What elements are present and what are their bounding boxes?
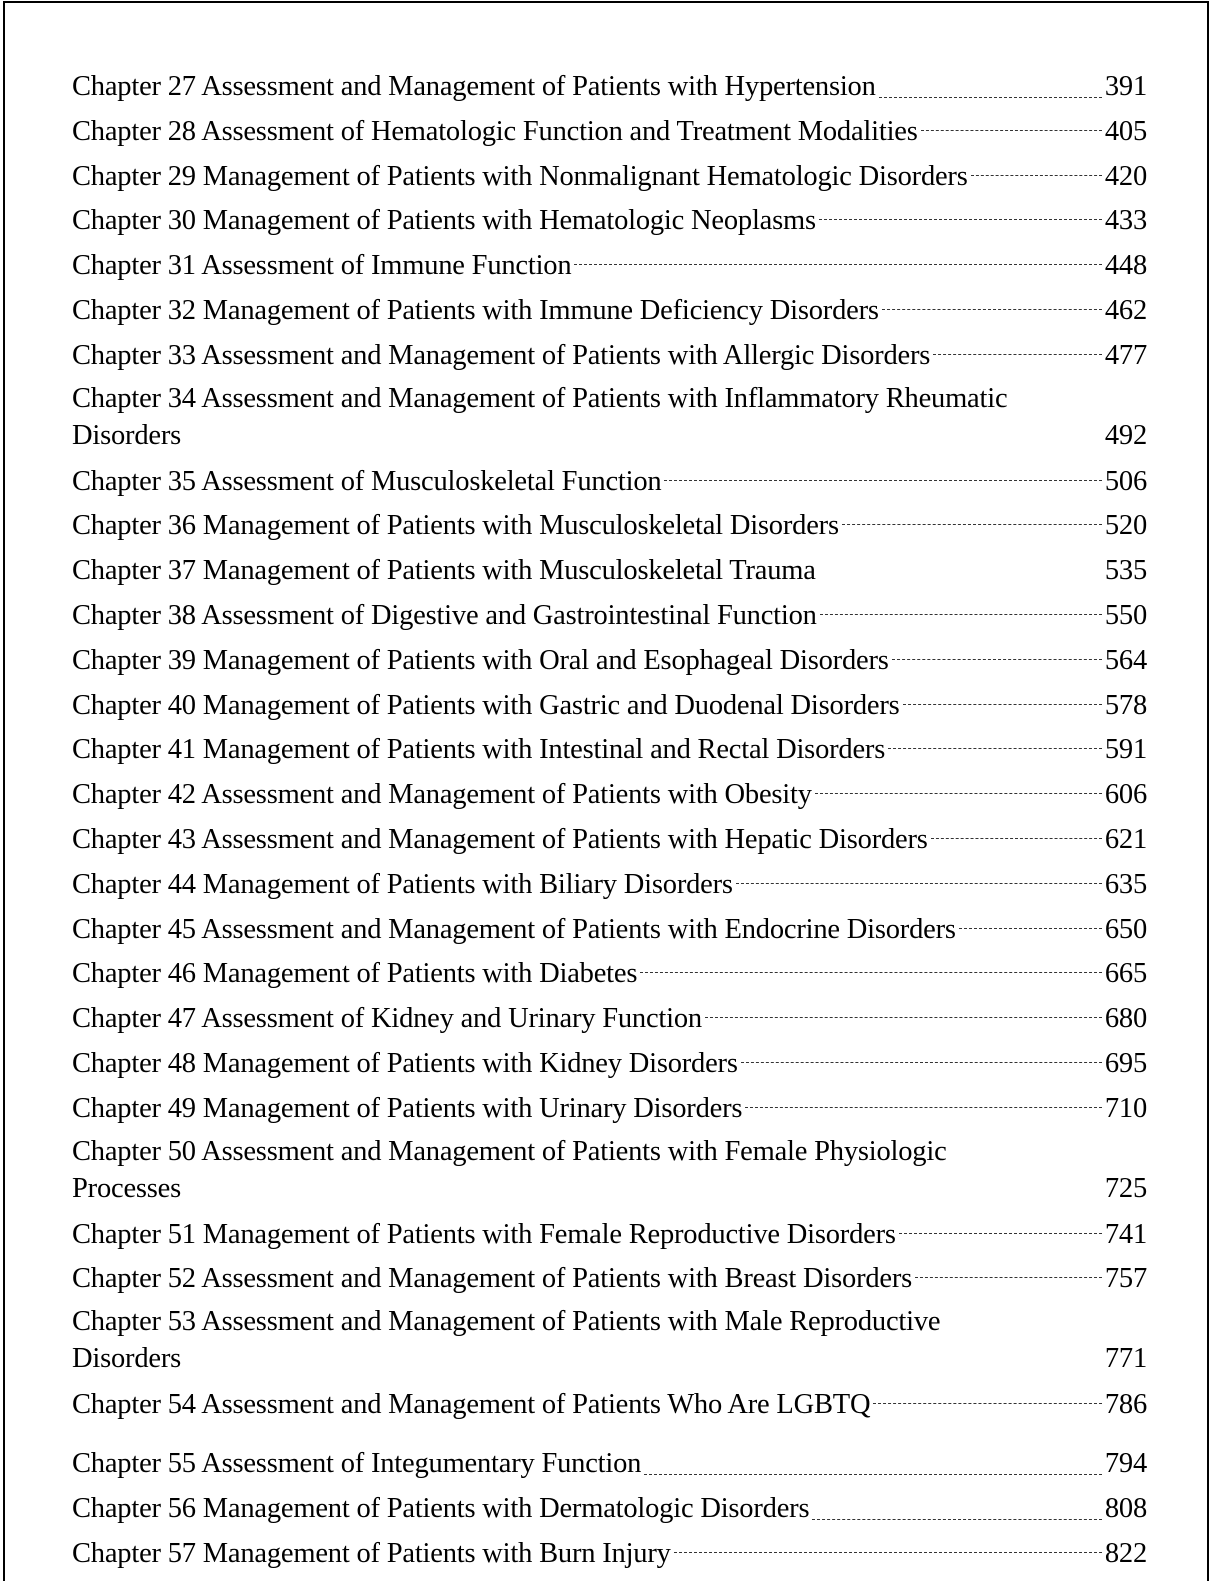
dot-leader: [882, 309, 1102, 310]
page-number: 710: [1104, 1092, 1147, 1124]
chapter-title-continued: Disorders: [72, 419, 182, 451]
toc-entry[interactable]: [72, 1444, 1147, 1489]
toc-entry[interactable]: [72, 1044, 1147, 1089]
toc-entry[interactable]: [72, 954, 1147, 999]
page-number: 786: [1104, 1389, 1147, 1421]
chapter-title: Chapter 38 Assessment of Digestive and Gastrointestinal Function: [72, 599, 817, 631]
toc-entry[interactable]: [72, 1304, 1147, 1385]
toc-entry[interactable]: [72, 596, 1147, 641]
page-number: 578: [1104, 689, 1147, 721]
chapter-title: Chapter 44 Management of Patients with Biliary Disorders: [72, 868, 733, 900]
dot-leader: [959, 928, 1102, 929]
page-number: 757: [1104, 1263, 1147, 1295]
dot-leader: [664, 480, 1101, 481]
chapter-title: Chapter 35 Assessment of Musculoskeletal Function: [72, 465, 662, 497]
page-number: 564: [1104, 644, 1147, 676]
page-number: 725: [1104, 1172, 1147, 1204]
toc-entry[interactable]: [72, 865, 1147, 910]
toc-entry[interactable]: [72, 910, 1147, 955]
chapter-title: Chapter 36 Management of Patients with Musculoskeletal Disorders: [72, 510, 839, 542]
chapter-title: Chapter 54 Assessment and Management of Patients Who Are LGBTQ: [72, 1389, 871, 1421]
toc-entry[interactable]: [72, 641, 1147, 686]
page-number: 477: [1104, 339, 1147, 371]
dot-leader: [640, 972, 1102, 973]
toc-entry[interactable]: [72, 730, 1147, 775]
toc-entry[interactable]: [72, 67, 1147, 112]
page-number: 506: [1104, 465, 1147, 497]
toc-entry[interactable]: [72, 551, 1147, 596]
chapter-title: Chapter 47 Assessment of Kidney and Urinary Function: [72, 1003, 702, 1035]
page-number: 433: [1104, 205, 1147, 237]
chapter-title: Chapter 51 Management of Patients with Female Reproductive Disorders: [72, 1218, 896, 1250]
chapter-title: Chapter 42 Assessment and Management of Patients with Obesity: [72, 779, 812, 811]
page-number: 650: [1104, 913, 1147, 945]
page-number: 591: [1104, 734, 1147, 766]
chapter-title: Chapter 56 Management of Patients with Dermatologic Disorders: [72, 1492, 810, 1524]
page-number: 492: [1104, 419, 1147, 451]
page-number: 535: [1104, 555, 1147, 587]
page-number: 822: [1104, 1537, 1147, 1569]
toc-entry[interactable]: [72, 112, 1147, 157]
chapter-title: Chapter 34 Assessment and Management of Patients with Inflammatory Rheumatic: [72, 382, 1008, 414]
toc-entry[interactable]: [72, 1489, 1147, 1534]
page-number: 665: [1104, 958, 1147, 990]
toc-entry[interactable]: [72, 999, 1147, 1044]
chapter-title: Chapter 32 Management of Patients with Immune Deficiency Disorders: [72, 294, 879, 326]
chapter-title: Chapter 57 Management of Patients with Burn Injury: [72, 1537, 671, 1569]
dot-leader: [644, 1474, 1102, 1475]
toc-entry[interactable]: [72, 157, 1147, 202]
page-number: 621: [1104, 823, 1147, 855]
table-of-contents: [72, 67, 1147, 1578]
page-number: 741: [1104, 1218, 1147, 1250]
chapter-title: Chapter 29 Management of Patients with Nonmalignant Hematologic Disorders: [72, 160, 968, 192]
chapter-title: Chapter 46 Management of Patients with Diabetes: [72, 958, 638, 990]
dot-leader: [815, 793, 1102, 794]
toc-entry[interactable]: [72, 246, 1147, 291]
chapter-title: Chapter 33 Assessment and Management of Patients with Allergic Disorders: [72, 339, 931, 371]
toc-entry[interactable]: [72, 1385, 1147, 1430]
toc-entry[interactable]: [72, 1089, 1147, 1134]
dot-leader: [745, 1107, 1102, 1108]
page-number: 462: [1104, 294, 1147, 326]
document-page: [3, 1, 1209, 1581]
dot-leader: [888, 748, 1102, 749]
chapter-title: Chapter 49 Management of Patients with Urinary Disorders: [72, 1092, 743, 1124]
chapter-title: Chapter 27 Assessment and Management of Patients with Hypertension: [72, 71, 876, 102]
toc-entry[interactable]: [72, 1215, 1147, 1260]
page-number: 420: [1104, 160, 1147, 192]
chapter-title: Chapter 31 Assessment of Immune Function: [72, 250, 572, 282]
page-number: 808: [1104, 1492, 1147, 1524]
chapter-title: Chapter 39 Management of Patients with Oral and Esophageal Disorders: [72, 644, 889, 676]
page-number: 391: [1104, 71, 1147, 102]
chapter-title: Chapter 28 Assessment of Hematologic Function and Treatment Modalities: [72, 115, 918, 147]
chapter-title: Chapter 48 Management of Patients with Kidney Disorders: [72, 1047, 738, 1079]
chapter-title-continued: Disorders: [72, 1343, 182, 1375]
dot-leader: [705, 1017, 1102, 1018]
dot-leader: [921, 130, 1102, 131]
chapter-title: Chapter 52 Assessment and Management of Patients with Breast Disorders: [72, 1263, 913, 1295]
chapter-title: Chapter 53 Assessment and Management of Patients with Male Reproductive: [72, 1306, 941, 1338]
page-number: 695: [1104, 1047, 1147, 1079]
page-number: 771: [1104, 1343, 1147, 1375]
toc-entry[interactable]: [72, 775, 1147, 820]
toc-entry[interactable]: [72, 1134, 1147, 1215]
toc-entry[interactable]: [72, 336, 1147, 381]
dot-leader: [820, 614, 1102, 615]
toc-entry[interactable]: [72, 686, 1147, 731]
toc-entry[interactable]: [72, 820, 1147, 865]
dot-leader: [574, 264, 1101, 265]
dot-leader: [903, 704, 1102, 705]
page-number: 794: [1104, 1447, 1147, 1479]
chapter-title: Chapter 43 Assessment and Management of Patients with Hepatic Disorders: [72, 823, 928, 855]
dot-leader: [674, 1552, 1102, 1553]
toc-entry[interactable]: [72, 291, 1147, 336]
page-number: 635: [1104, 868, 1147, 900]
page-number: 550: [1104, 599, 1147, 631]
chapter-title: Chapter 50 Assessment and Management of Patients with Female Physiologic: [72, 1135, 947, 1167]
chapter-title: Chapter 37 Management of Patients with Musculoskeletal Trauma: [72, 555, 816, 587]
page-number: 448: [1104, 250, 1147, 282]
page-number: 520: [1104, 510, 1147, 542]
dot-leader: [879, 97, 1102, 98]
page-number: 680: [1104, 1003, 1147, 1035]
dot-leader: [915, 1277, 1102, 1278]
chapter-title: Chapter 55 Assessment of Integumentary Function: [72, 1447, 642, 1479]
dot-leader: [892, 659, 1102, 660]
page-number: 606: [1104, 779, 1147, 811]
chapter-title: Chapter 40 Management of Patients with Gastric and Duodenal Disorders: [72, 689, 900, 721]
chapter-title: Chapter 45 Assessment and Management of Patients with Endocrine Disorders: [72, 913, 956, 945]
chapter-title-continued: Processes: [72, 1172, 182, 1204]
dot-leader: [899, 1233, 1102, 1234]
dot-leader: [931, 838, 1102, 839]
toc-entry[interactable]: [72, 506, 1147, 551]
dot-leader: [736, 883, 1102, 884]
dot-leader: [873, 1403, 1101, 1404]
dot-leader: [933, 354, 1102, 355]
dot-leader: [741, 1062, 1102, 1063]
toc-entry[interactable]: [72, 1259, 1147, 1304]
chapter-title: Chapter 30 Management of Patients with Hematologic Neoplasms: [72, 205, 816, 237]
toc-entry[interactable]: [72, 381, 1147, 462]
toc-entry[interactable]: [72, 462, 1147, 507]
toc-entry[interactable]: [72, 201, 1147, 246]
dot-leader: [812, 1519, 1102, 1520]
dot-leader: [971, 175, 1102, 176]
dot-leader: [819, 219, 1102, 220]
toc-entry[interactable]: [72, 1534, 1147, 1579]
dot-leader: [842, 524, 1102, 525]
page-number: 405: [1104, 115, 1147, 147]
chapter-title: Chapter 41 Management of Patients with Intestinal and Rectal Disorders: [72, 734, 886, 766]
